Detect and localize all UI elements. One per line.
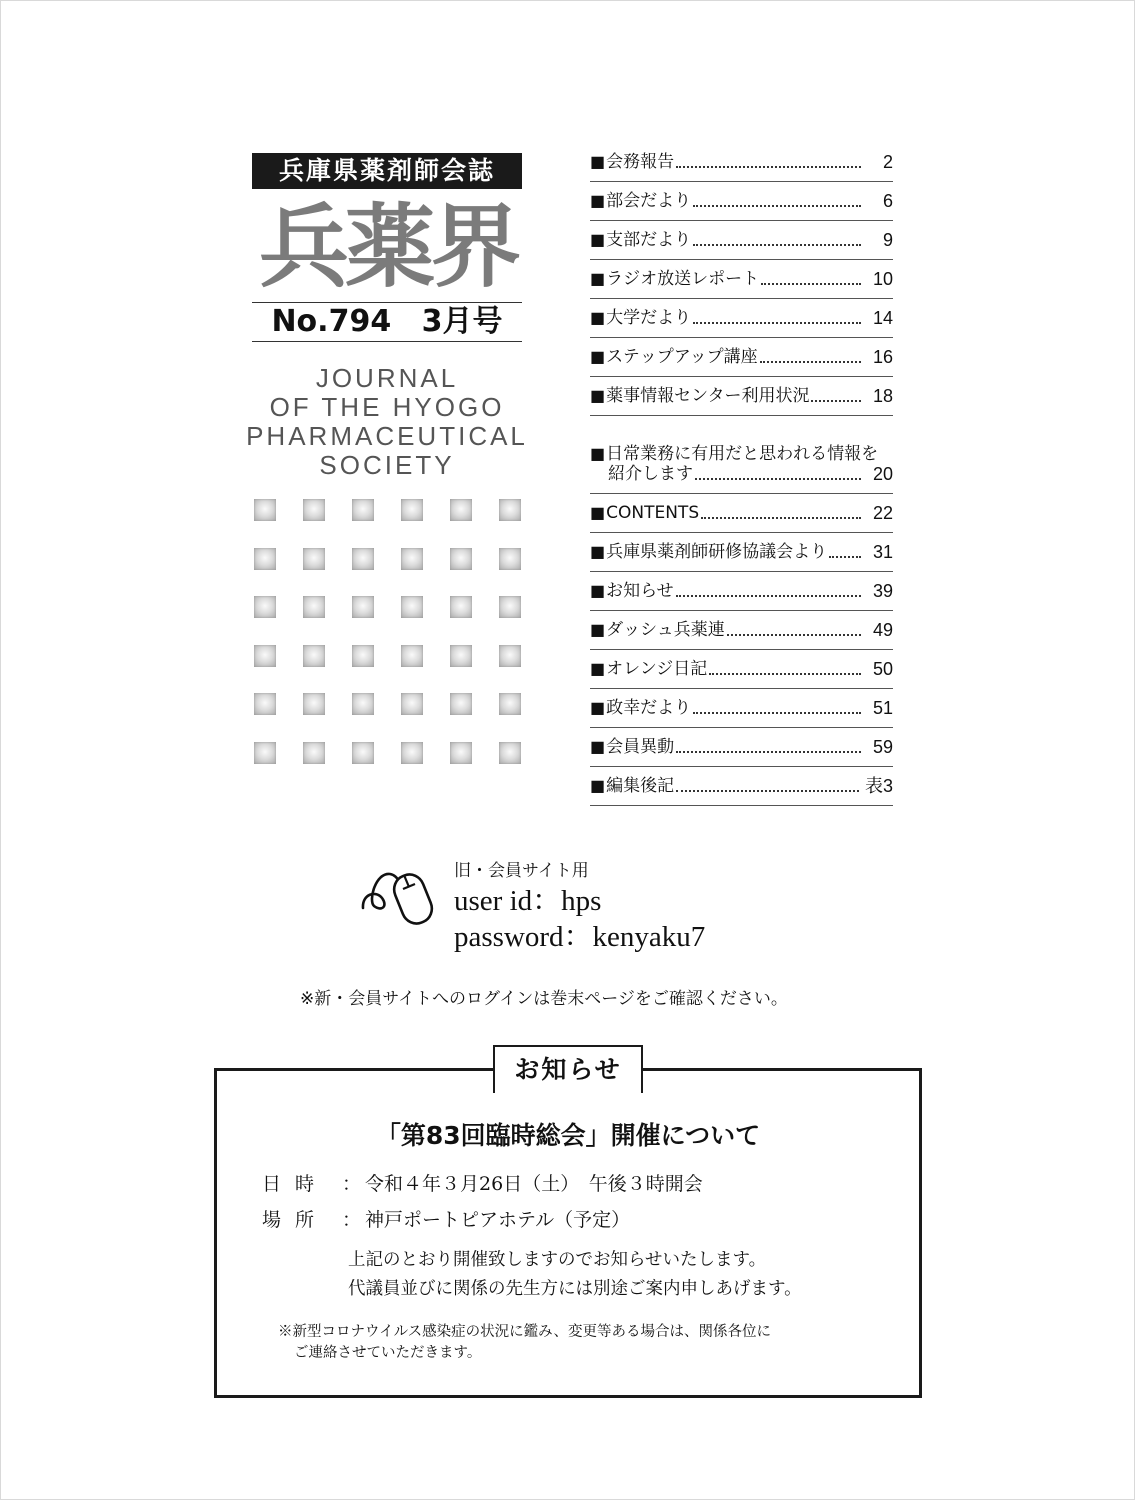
- toc-item[interactable]: ■日常業務に有用だと思われる情報を 紹介します 20: [590, 416, 893, 494]
- toc-item-page: 22: [872, 503, 893, 523]
- toc-item-title: 会務報告: [606, 152, 675, 172]
- toc-item-title: 日常業務に有用だと思われる情報を: [606, 444, 879, 464]
- toc-item[interactable]: ■ ラジオ放送レポート 10: [590, 260, 893, 299]
- decorative-square: [450, 645, 472, 667]
- toc-item-title: ステップアップ講座: [606, 347, 758, 367]
- decorative-square: [303, 742, 325, 764]
- computer-mouse-icon: [360, 864, 436, 928]
- toc-item-page: 20: [872, 464, 893, 484]
- toc-item-page: 2: [882, 152, 893, 172]
- decorative-square: [401, 693, 423, 715]
- notice-title: 「第83回臨時総会」開催について: [375, 1121, 761, 1150]
- decorative-square: [450, 693, 472, 715]
- decorative-square: [499, 645, 521, 667]
- toc-item[interactable]: ■ ステップアップ講座 16: [590, 338, 893, 377]
- toc-item[interactable]: ■ 支部だより 9: [590, 221, 893, 260]
- toc-item[interactable]: ■ 会員異動 59: [590, 728, 893, 767]
- issue-number: No.794: [271, 304, 392, 339]
- toc-item[interactable]: ■ オレンジ日記 50: [590, 650, 893, 689]
- decorative-square: [254, 596, 276, 618]
- decorative-square: [401, 645, 423, 667]
- decorative-square: [450, 742, 472, 764]
- decorative-square: [450, 548, 472, 570]
- toc-item-page: 50: [872, 659, 893, 679]
- toc-item-title: ダッシュ兵薬連: [606, 620, 725, 640]
- toc-item-page: 31: [872, 542, 893, 562]
- toc-item-title: CONTENTS: [606, 503, 700, 523]
- toc-item-title: 支部だより: [606, 230, 692, 250]
- toc-item-page: 18: [872, 386, 893, 406]
- decorative-square: [499, 596, 521, 618]
- member-site-login: [454, 859, 705, 955]
- toc-item[interactable]: ■ 薬事情報センター利用状況 18: [590, 377, 893, 416]
- decorative-square: [450, 499, 472, 521]
- toc-item-page: 10: [872, 269, 893, 289]
- login-note: ※新・会員サイトへのログインは巻末ページをご確認ください。: [300, 989, 788, 1009]
- datetime-value: 令和４年３月26日（土） 午後３時開会: [365, 1173, 703, 1195]
- datetime-label: 日時: [262, 1173, 329, 1195]
- decorative-square: [499, 693, 521, 715]
- decorative-square: [303, 548, 325, 570]
- toc-item-page: 39: [872, 581, 893, 601]
- notice-place: 場所 ： 神戸ポートピアホテル（予定）: [262, 1209, 631, 1231]
- decorative-square: [499, 499, 521, 521]
- toc-item-page: 51: [872, 698, 893, 718]
- legacy-site-label: 旧・会員サイト用: [454, 861, 589, 881]
- toc-item[interactable]: ■ 部会だより 6: [590, 182, 893, 221]
- decorative-square: [401, 548, 423, 570]
- toc-item-page: 14: [872, 308, 893, 328]
- decorative-square: [254, 499, 276, 521]
- decorative-square: [352, 742, 374, 764]
- toc-item-title: ラジオ放送レポート: [606, 269, 760, 289]
- decorative-square: [352, 548, 374, 570]
- decorative-square: [303, 645, 325, 667]
- toc-item-page: 9: [882, 230, 893, 250]
- notice-body-line: 上記のとおり開催致しますのでお知らせいたします。: [348, 1250, 767, 1270]
- password-text: password：kenyaku7: [454, 921, 706, 953]
- place-value: 神戸ポートピアホテル（予定）: [365, 1209, 631, 1231]
- decorative-square: [254, 548, 276, 570]
- toc-item-page: 49: [872, 620, 893, 640]
- notice-body-line: 代議員並びに関係の先生方には別途ご案内申しあげます。: [348, 1279, 802, 1299]
- toc-item-title: 部会だより: [606, 191, 692, 211]
- decorative-square-grid: [254, 499, 520, 769]
- notice-footnote: [278, 1322, 771, 1364]
- decorative-square: [303, 596, 325, 618]
- toc-item-title: 会員異動: [606, 737, 675, 757]
- toc-item-title-continued: 紹介します: [608, 464, 693, 484]
- decorative-square: [254, 742, 276, 764]
- toc-item-title: 薬事情報センター利用状況: [606, 386, 810, 406]
- toc-item[interactable]: ■ 政幸だより 51: [590, 689, 893, 728]
- english-line: PHARMACEUTICAL: [246, 421, 528, 451]
- english-line: JOURNAL: [315, 363, 459, 393]
- journal-english-name: [234, 364, 540, 480]
- footnote-line: ご連絡させていただきます。: [294, 1345, 482, 1361]
- toc-item-title: 大学だより: [606, 308, 692, 328]
- issue-line: [252, 302, 522, 342]
- notice-datetime: 日時 ： 令和４年３月26日（土） 午後３時開会: [262, 1173, 703, 1195]
- toc-item-page: 59: [872, 737, 893, 757]
- toc-item-page: 16: [872, 347, 893, 367]
- toc-item-title: お知らせ: [606, 581, 674, 601]
- place-label: 場所: [262, 1209, 329, 1231]
- footnote-line: ※新型コロナウイルス感染症の状況に鑑み、変更等ある場合は、関係各位に: [278, 1324, 771, 1340]
- toc-item[interactable]: ■ お知らせ 39: [590, 572, 893, 611]
- toc-item[interactable]: ■ ダッシュ兵薬連 49: [590, 611, 893, 650]
- decorative-square: [254, 693, 276, 715]
- toc-item[interactable]: ■ 兵庫県薬剤師研修協議会より 31: [590, 533, 893, 572]
- toc-item-page: 表3: [864, 776, 893, 796]
- decorative-square: [499, 548, 521, 570]
- english-line: OF THE HYOGO: [269, 392, 505, 422]
- toc-item-title: 兵庫県薬剤師研修協議会より: [606, 542, 828, 562]
- toc-item-page: 6: [882, 191, 893, 211]
- journal-title: 兵薬界: [259, 194, 517, 300]
- decorative-square: [352, 499, 374, 521]
- decorative-square: [352, 693, 374, 715]
- toc-item-title: 政幸だより: [606, 698, 692, 718]
- issue-month: 3月号: [421, 304, 503, 339]
- decorative-square: [401, 596, 423, 618]
- decorative-square: [499, 742, 521, 764]
- table-of-contents: [590, 143, 893, 806]
- toc-item[interactable]: ■ CONTENTS 22: [590, 494, 893, 533]
- decorative-square: [352, 645, 374, 667]
- decorative-square: [254, 645, 276, 667]
- decorative-square: [303, 693, 325, 715]
- journal-label: 兵庫県薬剤師会誌: [252, 153, 522, 189]
- decorative-square: [303, 499, 325, 521]
- decorative-square: [401, 742, 423, 764]
- toc-item[interactable]: ■ 編集後記 表3: [590, 767, 893, 806]
- decorative-square: [450, 596, 472, 618]
- toc-item[interactable]: ■ 大学だより 14: [590, 299, 893, 338]
- notice-tab: お知らせ: [493, 1045, 643, 1093]
- user-id-text: user id：hps: [454, 885, 602, 917]
- decorative-square: [401, 499, 423, 521]
- toc-item[interactable]: ■ 会務報告 2: [590, 143, 893, 182]
- toc-item-title: 編集後記: [606, 776, 675, 796]
- decorative-square: [352, 596, 374, 618]
- toc-item-title: オレンジ日記: [606, 659, 708, 679]
- english-line: SOCIETY: [319, 450, 455, 480]
